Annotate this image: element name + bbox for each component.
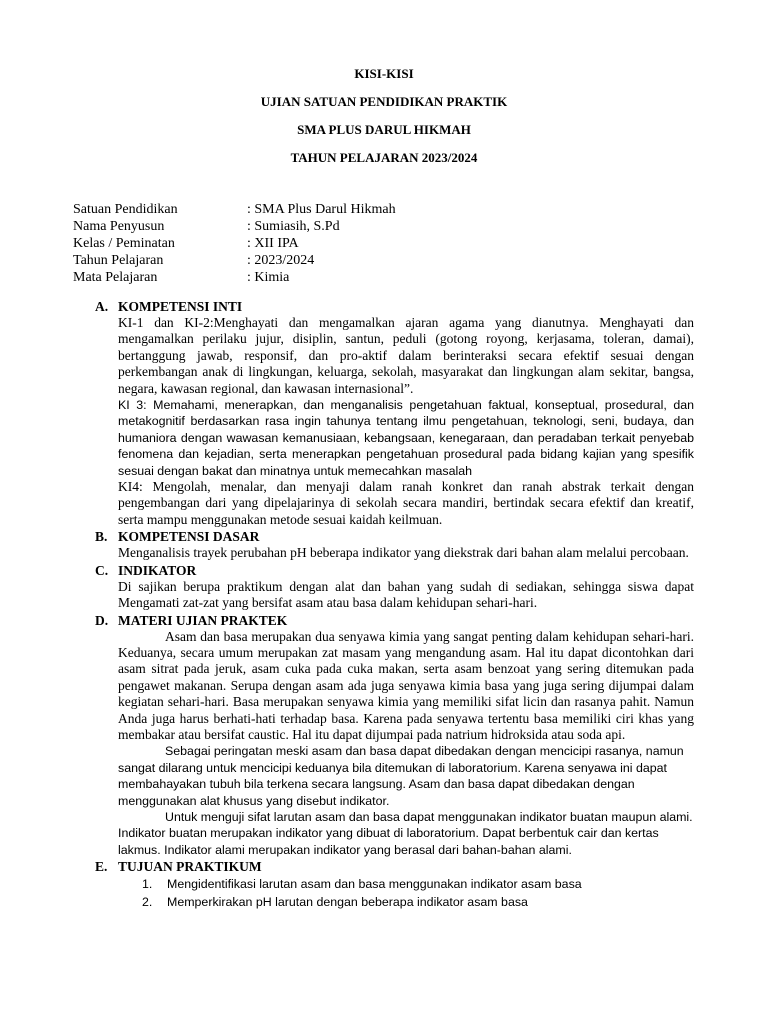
title-line: TAHUN PELAJARAN 2023/2024: [290, 150, 478, 165]
list-number: 1.: [142, 877, 153, 892]
section-title: MATERI UJIAN PRAKTEK: [118, 612, 288, 628]
info-table: [73, 201, 396, 286]
section-b-text: Menganalisis trayek perubahan pH beberapa indikator yang diekstrak dari bahan alam melalui percobaan.: [118, 545, 689, 561]
document-content: [95, 298, 694, 911]
list-item: [118, 893, 694, 911]
section-letter: A.: [95, 299, 109, 314]
section-heading-b: [95, 528, 694, 545]
title-line: SMA PLUS DARUL HIKMAH: [297, 122, 471, 137]
document-title-block: [0, 66, 768, 178]
list-number: 2.: [142, 895, 153, 910]
section-c-text: Di sajikan berupa praktikum dengan alat dan bahan yang sudah di sediakan, sehingga siswa dapat Mengamati zat-zat yang bersifat asam atau basa dalam kehidupan sehari-hari.: [118, 578, 694, 611]
info-label: Kelas / Peminatan: [73, 236, 175, 251]
title-line: KISI-KISI: [354, 66, 414, 81]
info-row: [73, 218, 396, 235]
section-letter: D.: [95, 612, 109, 628]
section-letter: C.: [95, 562, 109, 578]
info-row: [73, 201, 396, 218]
ki-4-paragraph: KI4: Mengolah, menalar, dan menyaji dalam ranah konkret dan ranah abstrak terkait dengan pengembangan dari yang dipelajarinya di sekolah secara mandiri, bertindak secara efektif dan kreatif, serta mampu menggunakan metode sesuai kaidah keilmuan.: [118, 479, 694, 527]
info-value: : XII IPA: [247, 236, 299, 251]
ki-3-paragraph: KI 3: Memahami, menerapkan, dan menganalisis pengetahuan faktual, konseptual, prosedural, dan metakognitif berdasarkan rasa ingin tahunya tentang ilmu pengetahuan, teknologi, seni, budaya, dan humaniora dengan wawasan kemanusiaan, kebangsaan, kenegaraan, dan peradaban terkait penyebab fenomena dan kejadian, serta menerapkan pengetahuan prosedural pada bidang kajian yang spesifik sesuai dengan bakat dan minatnya untuk memecahkan masalah: [118, 398, 694, 478]
section-heading-c: [95, 562, 694, 579]
list-item-text: Memperkirakan pH larutan dengan beberapa indikator asam basa: [167, 895, 528, 910]
info-label: Mata Pelajaran: [73, 270, 158, 285]
section-heading-e: [95, 858, 694, 875]
info-value: : 2023/2024: [247, 253, 315, 268]
section-d-body: [118, 629, 694, 859]
section-title: KOMPETENSI INTI: [118, 299, 243, 314]
materi-paragraph: Untuk menguji sifat larutan asam dan basa dapat menggunakan indikator buatan maupun alami. Indikator buatan merupakan indikator yang dibuat di laboratorium. Dapat berbentuk cair dan kertas lakmus. Indikator alami merupakan indikator yang berasal dari bahan-bahan alami.: [118, 809, 693, 857]
section-title: TUJUAN PRAKTIKUM: [118, 859, 262, 875]
section-heading-a: [95, 298, 694, 315]
info-row: [73, 235, 396, 252]
materi-paragraph: Asam dan basa merupakan dua senyawa kimia yang sangat penting dalam kehidupan sehari-hari. Keduanya, secara umum merupakan zat masam yang mengandung asam. Hal itu dapat dicontohkan dari asam sitrat pada jeruk, asam cuka pada cuka makan, serta asam benzoat yang sering ditemukan pada pengawet makanan. Serupa dengan asam ada juga senyawa kimia basa yang juga sering dijumpai dalam kegiatan sehari-hari. Basa merupakan senyawa kimia yang memiliki sifat licin dan rasanya pahit. Namun Anda juga harus berhati-hati terhadap basa. Karena pada senyawa tertentu basa memiliki ciri khas yang membakar atau bersifat caustic. Hal itu dapat dijumpai pada natrium hidroksida atau soda api.: [118, 628, 694, 742]
title-line: UJIAN SATUAN PENDIDIKAN PRAKTIK: [260, 94, 508, 109]
info-value: : Sumiasih, S.Pd: [247, 219, 340, 234]
materi-paragraph: Sebagai peringatan meski asam dan basa dapat dibedakan dengan mencicipi rasanya, namun sangat dilarang untuk mencicipi keduanya bila ditemukan di laboratorium. Karena senyawa ini dapat membahayakan tubuh bila terkena secara langsung. Asam dan basa dapat dibedakan dengan menggunakan alat khusus yang disebut indikator.: [118, 744, 684, 808]
ki-1-2-paragraph: KI-1 dan KI-2:Menghayati dan mengamalkan ajaran agama yang dianutnya. Menghayati dan mengamalkan perilaku jujur, disiplin, santun, peduli (gotong royong, kerjasama, toleran, damai), bertanggung jawab, responsif, dan pro-aktif dalam berinteraksi secara efektif sesuai dengan perkembangan anak di lingkungan, keluarga, sekolah, masyarakat dan lingkungan alam sekitar, bangsa, negara, kawasan regional, dan kawasan internasional”.: [118, 315, 694, 396]
section-title: KOMPETENSI DASAR: [118, 529, 260, 545]
list-item: [118, 875, 694, 893]
section-letter: E.: [95, 859, 108, 875]
tujuan-list: [118, 875, 694, 911]
info-value: : Kimia: [247, 270, 290, 285]
info-label: Tahun Pelajaran: [73, 253, 164, 268]
info-label: Nama Penyusun: [73, 219, 165, 234]
section-title: INDIKATOR: [118, 562, 197, 578]
section-heading-d: [95, 612, 694, 629]
section-a-body: [118, 315, 694, 528]
info-row: [73, 269, 396, 286]
info-value: : SMA Plus Darul Hikmah: [247, 202, 396, 217]
info-label: Satuan Pendidikan: [73, 202, 178, 217]
section-letter: B.: [95, 529, 108, 545]
list-item-text: Mengidentifikasi larutan asam dan basa menggunakan indikator asam basa: [167, 877, 582, 892]
info-row: [73, 252, 396, 269]
